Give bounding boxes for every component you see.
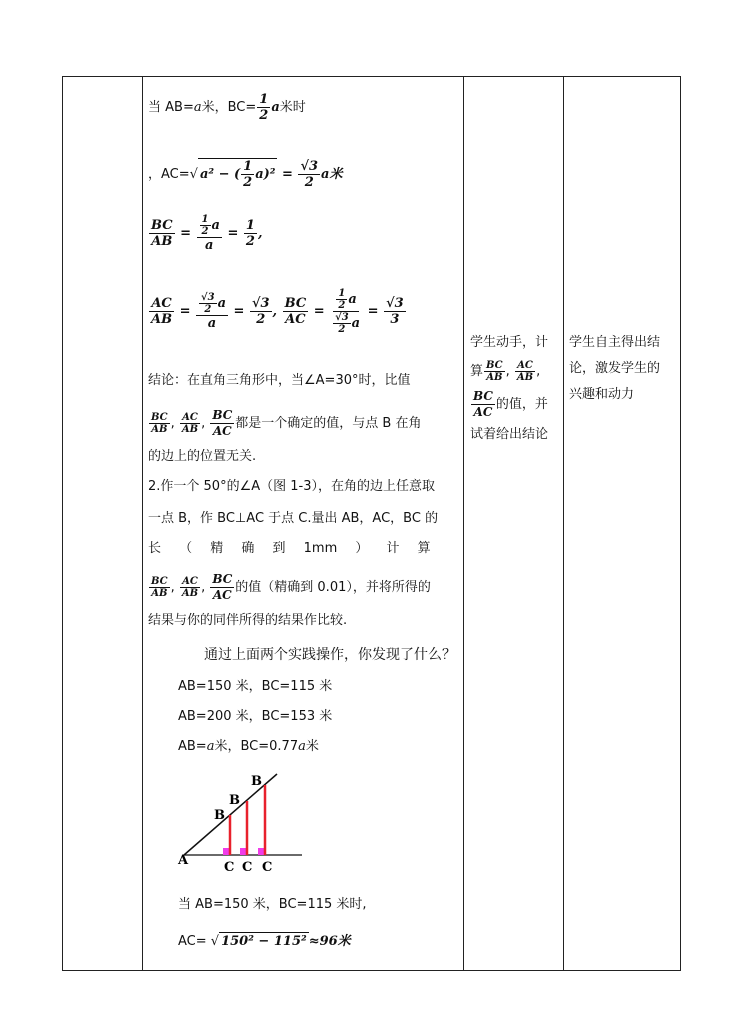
task-line-1: 2.作一个 50°的∠A（图 1-3），在角的边上任意取 (148, 479, 435, 494)
data-line-3: AB=a米，BC=0.77a米 (178, 739, 319, 754)
design-intent-cell (569, 330, 679, 408)
task-line-2: 一点 B，作 BC⊥AC 于点 C.量出 AB，AC，BC 的 (148, 511, 439, 526)
student-activity-line-2: 算 $\frac{BC}{AB}$ , $\frac{AC}{AB}$ , (470, 360, 541, 383)
column-divider (563, 77, 564, 970)
data-line-2: AB=200 米，BC=153 米 (178, 709, 333, 724)
student-activity-line-4: 试着给出结论 (470, 427, 549, 442)
calc-line-1: 当 AB=150 米，BC=115 米时, (178, 897, 367, 912)
point-label-c: C (224, 860, 235, 874)
bc-ab-ratio-formula: $\frac{BC}{AB}$ = $\frac{1}{2}$ a a = $\frac{1}{2}$ , (151, 214, 263, 253)
conclusion-line-2: $\frac{BC}{AB}$ , $\frac{AC}{AB}$ , $\frac{BC}{AC}$ 都是一个确定的值，与点 B 在角 (151, 408, 422, 438)
right-angle-marker (223, 848, 229, 855)
conclusion-line-1: 结论：在直角三角形中，当∠A=30°时，比值 (148, 373, 411, 388)
point-label-b: B (251, 774, 262, 789)
point-label-b: B (229, 793, 240, 808)
angle-figure (174, 770, 306, 874)
ac-formula: ，AC=√ a² − ( $\frac{1}{2}$ a)² = $\frac{√3}{2}$ a米 (148, 159, 343, 190)
right-angle-marker (240, 848, 246, 855)
design-intent-line-2: 论，激发学生的 (569, 361, 661, 376)
ac-ab-bc-ac-ratio-formula: $\frac{AC}{AB}$ = $\frac{√3}{2}$ a a = $\frac{√3}{2}$ , $\frac{BC}{AC}$ = $\frac{1}{2}$ a $\frac{√3}{2}$ a = $\frac{√3}{3}$ (151, 288, 404, 335)
right-angle-marker (258, 848, 264, 855)
point-label-b: B (214, 808, 225, 823)
calc-line-2: AC= √ 150² − 115² ≈96米 (178, 934, 351, 949)
data-line-1: AB=150 米，BC=115 米 (178, 679, 333, 694)
question-text: 通过上面两个实践操作，你发现了什么？ (204, 647, 456, 663)
task-line-4: $\frac{BC}{AB}$ , $\frac{AC}{AB}$ , $\frac{BC}{AC}$ 的值（精确到 0.01），并将所得的 (151, 572, 431, 602)
column-divider (463, 77, 464, 970)
student-activity-line-3: $\frac{BC}{AC}$ 的值，并 (473, 389, 548, 419)
student-activity-cell (470, 330, 562, 448)
student-activity-line-1: 学生动手，计 (470, 335, 549, 350)
half-fraction: $\frac{1}{2}$ (259, 92, 269, 123)
task-line-3: 长 （ 精 确 到 1mm ） 计 算 (148, 541, 431, 556)
point-label-c: C (262, 860, 273, 874)
ab-bc-statement: 当 AB=a米，BC= $\frac{1}{2}$ a米时 (148, 92, 306, 123)
point-label-c: C (242, 860, 253, 874)
conclusion-line-3: 的边上的位置无关. (148, 449, 257, 464)
design-intent-line-3: 兴趣和动力 (569, 387, 635, 402)
column-divider (142, 77, 143, 970)
task-line-5: 结果与你的同伴所得的结果作比较. (148, 613, 348, 628)
design-intent-line-1: 学生自主得出结 (569, 335, 661, 350)
vertex-label-a: A (178, 853, 189, 868)
